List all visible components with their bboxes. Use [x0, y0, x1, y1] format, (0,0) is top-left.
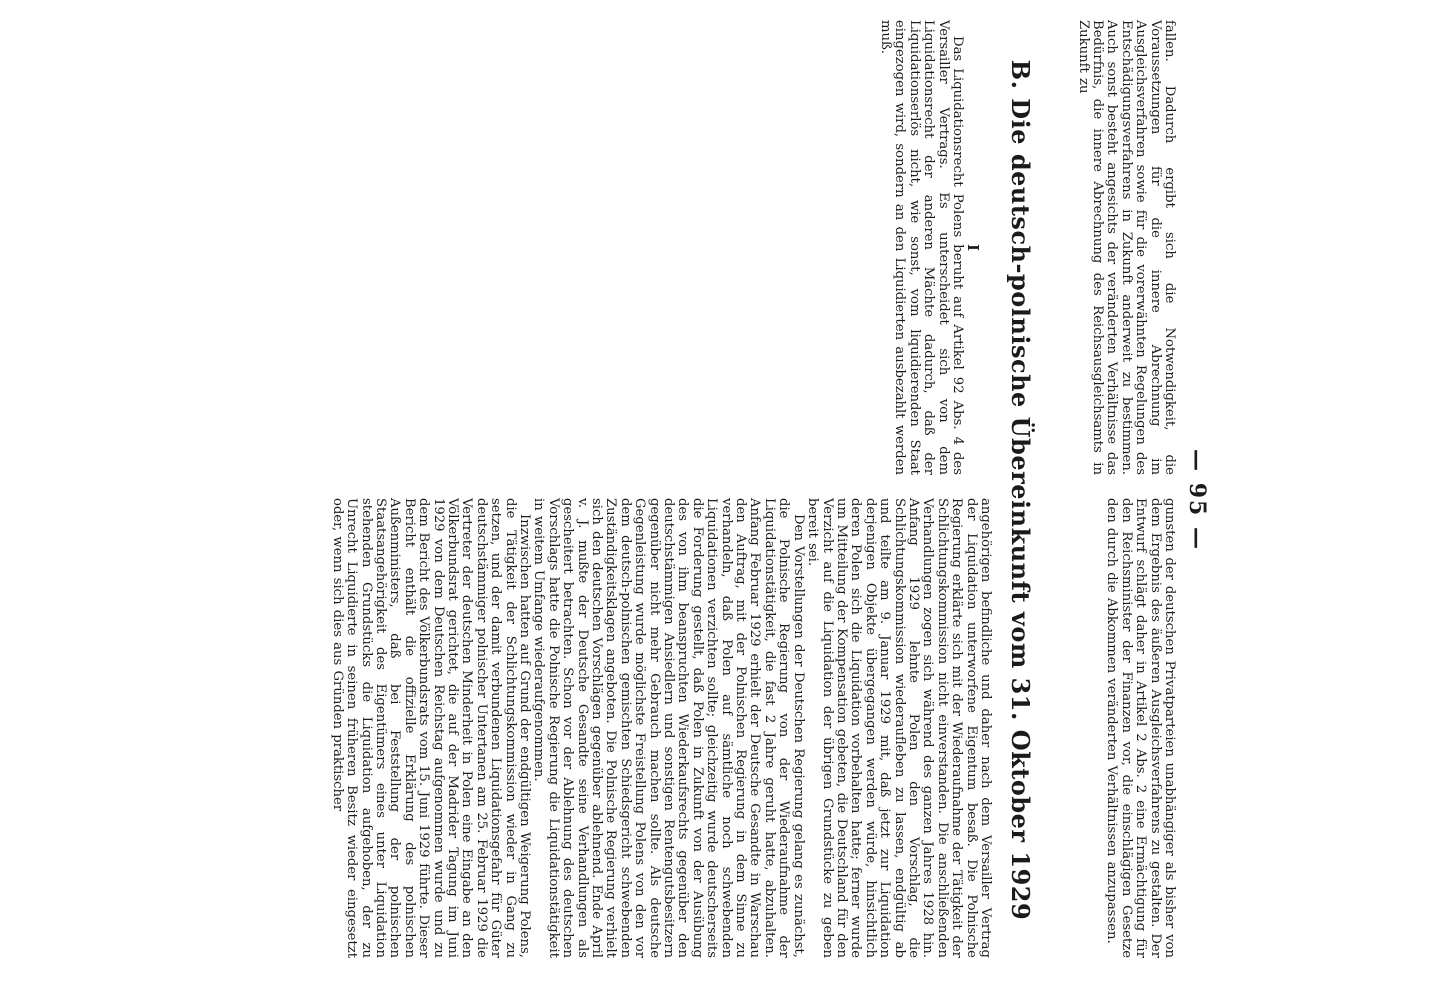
right-column-top: [1104, 498, 1176, 958]
paragraph: fallen. Dadurch ergibt sich die Notwendigkeit, die Voraussetzungen für die innere Abrechnung im Ausgleichsverfahren sowie für die vorerwähnten Regelungen des Entschädigungsverfahrens in Zukunft anderweit zu bestimmen. Auch sonst besteht angesichts der veränderten Verhältnisse das Bedürfnis, die innere Abrechnung des Reichsausgleichsamts in Zukunft zu: [1075, 20, 1177, 475]
digitization-credit: [0, 34, 2, 994]
page-number: — 95 —: [1184, 449, 1210, 551]
right-column: [329, 498, 992, 958]
left-column: [878, 20, 964, 475]
paragraph: angehörigen befindliche und daher nach dem Versailler Vertrag der Liquidation unterworfene Eigentum besaß. Die Polnische Regierung erklärte sich mit der Wiederaufnahme der Tätigkeit der Schlichtungskommission nicht einverstanden. Die anschließenden Verhandlungen zogen sich während des ganzen Jahres 1928 hin. Anfang 1929 lehnte Polen den Vorschlag, die Schlichtungskommission wiederaufleben zu lassen, endgültig ab und teilte am 9. Januar 1929 mit, daß jetzt zur Liquidation derjenigen Objekte übergegangen werden würde, hinsichtlich deren Polen sich die Liquidation vorbehalten hatte; ferner wurde um Mitteilung der Kompensation gebeten, die Deutschland für den Verzicht auf die Liquidation der übrigen Grundstücke zu geben bereit sei.: [805, 498, 993, 958]
paragraph: Inzwischen hatten auf Grund der endgültigen Weigerung Polens, die Tätigkeit der Schlichtungskommission wieder in Gang zu setzen, und der damit verbundenen Liquidationsgefahr für Güter deutschstämmiger polnischer Untertanen am 25. Februar 1929 die Vertreter der deutschen Minderheit in Polen eine Eingabe an den Völkerbundsrat gerichtet, die auf der Madrider Tagung im Juni 1929 von dem Deutschen Reichstag aufgenommen wurde und zu dem Bericht des Völkerbundsrats vom 15. Juni 1929 führte. Dieser Bericht enthält die offizielle Erklärung des polnischen Außenministers, daß bei Feststellung der polnischen Staatsangehörigkeit des Eigentümers eines unter Liquidation stehenden Grundstücks die Liquidation aufgehoben, der zu Unrecht Liquidierte in seinen früheren Besitz wieder eingesetzt oder, wenn sich dies aus Gründen praktischer: [329, 498, 532, 958]
paragraph: Das Liquidationsrecht Polens beruht auf Artikel 92 Abs. 4 des Versailler Vertrags. Es unterscheidet sich von dem Liquidationsrecht der anderen Mächte dadurch, daß der Liquidationserlös nicht, wie sonst, vom liquidierenden Staat eingezogen wird, sondern an den Liquidierten ausbezahlt werden muß.: [877, 20, 965, 475]
document-page: [150, 20, 1210, 980]
paragraph: Den Vorstellungen der Deutschen Regierung gelang es zunächst, die Polnische Regierung von der Wiederaufnahme der Liquidationstätigkeit, die fast 2 Jahre geruht hatte, abzuhalten. Anfang Februar 1929 erhielt der Deutsche Gesandte in Warschau den Auftrag, mit der Polnischen Regierung in dem Sinne zu verhandeln, daß Polen auf sämtliche noch schwebenden Liquidationen verzichten sollte; gleichzeitig wurde deutscherseits die Forderung gestellt, daß Polen in Zukunft von der Ausübung des von ihm beanspruchten Wiederkaufsrechts gegenüber den deutschstämmigen Ansiedlern und sonstigen Rentengutsbesitzern gegenüber nicht mehr Gebrauch machen sollte. Als deutsche Gegenleistung wurde möglichste Freistellung Polens von den vor dem deutsch-polnischen gemischten Schiedsgericht schwebenden Zuständigkeitsklagen angeboten. Die Polnische Regierung verhielt sich den deutschen Vorschlägen gegenüber ablehnend. Ende April v. J. mußte der Deutsche Gesandte seine Verhandlungen als gescheitert betrachten. Schon vor der Ablehnung des deutschen Vorschlags hatte die Polnische Regierung die Liquidationstätigkeit in weitem Umfange wiederaufgenommen.: [531, 498, 806, 958]
section-roman-numeral: I: [964, 243, 982, 252]
paragraph: gunsten der deutschen Privatparteien unabhängiger als bisher von dem Ergebnis des äußeren Ausgleichsverfahrens zu gestalten. Der Entwurf schlägt daher in Artikel 2 Abs. 2 eine Ermächtigung für den Reichsminister der Finanzen vor, die einschlägigen Gesetze den durch die Abkommen veränderten Verhältnissen anzupassen.: [1104, 498, 1177, 958]
section-heading: B. Die deutsch-polnische Übereinkunft vom 31. Oktober 1929: [1006, 59, 1035, 921]
left-column-top: [1075, 20, 1176, 475]
